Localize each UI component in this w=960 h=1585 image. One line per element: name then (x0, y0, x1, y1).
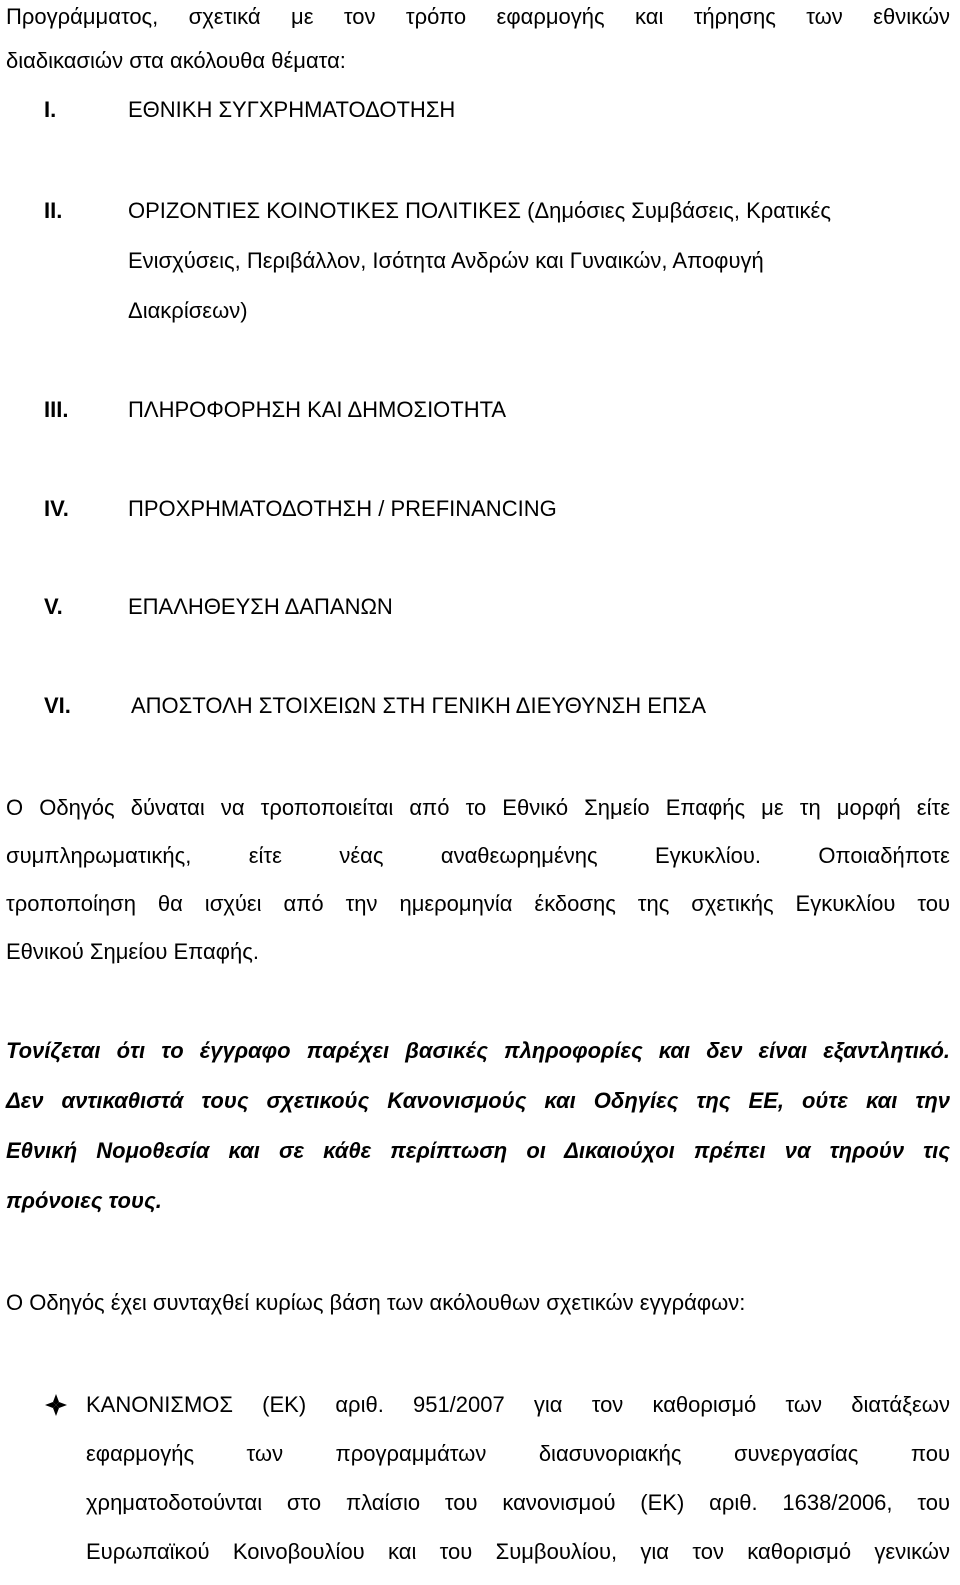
intro-line-2: διαδικασιών στα ακόλουθα θέματα: (6, 48, 346, 73)
bullet-line-3: χρηματοδοτούνται στο πλαίσιο του κανονισμού (ΕΚ) αριθ. 1638/2006, του (86, 1490, 950, 1515)
item-text: ΠΛΗΡΟΦΟΡΗΣΗ ΚΑΙ ΔΗΜΟΣΙΟΤΗΤΑ (128, 397, 507, 422)
item-text: Ενισχύσεις, Περιβάλλον, Ισότητα Ανδρών και Γυναικών, Αποφυγή (128, 248, 764, 273)
paragraph-3-line-1: Ο Οδηγός έχει συνταχθεί κυρίως βάση των ακόλουθων σχετικών εγγράφων: (6, 1290, 746, 1315)
item-number: VI. (44, 693, 71, 718)
item-text: ΕΘΝΙΚΗ ΣΥΓΧΡΗΜΑΤΟΔΟΤΗΣΗ (128, 97, 456, 122)
paragraph-1-line-3: τροποποίηση θα ισχύει από την ημερομηνία έκδοσης της σχετικής Εγκυκλίου του (6, 891, 950, 916)
intro-line-1: Προγράμματος, σχετικά με τον τρόπο εφαρμογής και τήρησης των εθνικών (6, 4, 950, 29)
item-text: ΑΠΟΣΤΟΛΗ ΣΤΟΙΧΕΙΩΝ ΣΤΗ ΓΕΝΙΚΗ ΔΙΕΥΘΥΝΣΗ ΕΠΣΑ (131, 693, 707, 718)
paragraph-2-line-4: πρόνοιες τους. (6, 1188, 162, 1213)
item-number: V. (44, 594, 63, 619)
item-text: Διακρίσεων) (128, 298, 248, 323)
bullet-line-2: εφαρμογής των προγραμμάτων διασυνοριακής συνεργασίας που (86, 1441, 950, 1466)
item-number: I. (44, 97, 57, 122)
bullet-line-1: ΚΑΝΟΝΙΣΜΟΣ (ΕΚ) αριθ. 951/2007 για τον καθορισμό των διατάξεων (86, 1392, 950, 1417)
item-text: ΕΠΑΛΗΘΕΥΣΗ ΔΑΠΑΝΩΝ (128, 594, 393, 619)
paragraph-2-line-3: Εθνική Νομοθεσία και σε κάθε περίπτωση οι Δικαιούχοι πρέπει να τηρούν τις (6, 1138, 950, 1163)
paragraph-2-line-2: Δεν αντικαθιστά τους σχετικούς Κανονισμούς και Οδηγίες της ΕΕ, ούτε και την (6, 1088, 950, 1113)
paragraph-2-line-1: Τονίζεται ότι το έγγραφο παρέχει βασικές πληροφορίες και δεν είναι εξαντλητικό. (6, 1038, 950, 1063)
diamond-bullet-icon (44, 1393, 68, 1417)
item-text: ΠΡΟΧΡΗΜΑΤΟΔΟΤΗΣΗ / PREFINANCING (128, 496, 557, 521)
paragraph-1-line-4: Εθνικού Σημείου Επαφής. (6, 939, 259, 964)
paragraph-1-line-2: συμπληρωματικής, είτε νέας αναθεωρημένης Εγκυκλίου. Οποιαδήποτε (6, 843, 950, 868)
item-number: III. (44, 397, 69, 422)
item-text: ΟΡΙΖΟΝΤΙΕΣ ΚΟΙΝΟΤΙΚΕΣ ΠΟΛΙΤΙΚΕΣ (Δημόσιες Συμβάσεις, Κρατικές (128, 198, 831, 223)
item-number: IV. (44, 496, 69, 521)
bullet-line-4: Ευρωπαϊκού Κοινοβουλίου και του Συμβουλίου, για τον καθορισμό γενικών (86, 1539, 950, 1564)
paragraph-1-line-1: Ο Οδηγός δύναται να τροποποιείται από το Εθνικό Σημείο Επαφής με τη μορφή είτε (6, 795, 950, 820)
item-number: II. (44, 198, 63, 223)
